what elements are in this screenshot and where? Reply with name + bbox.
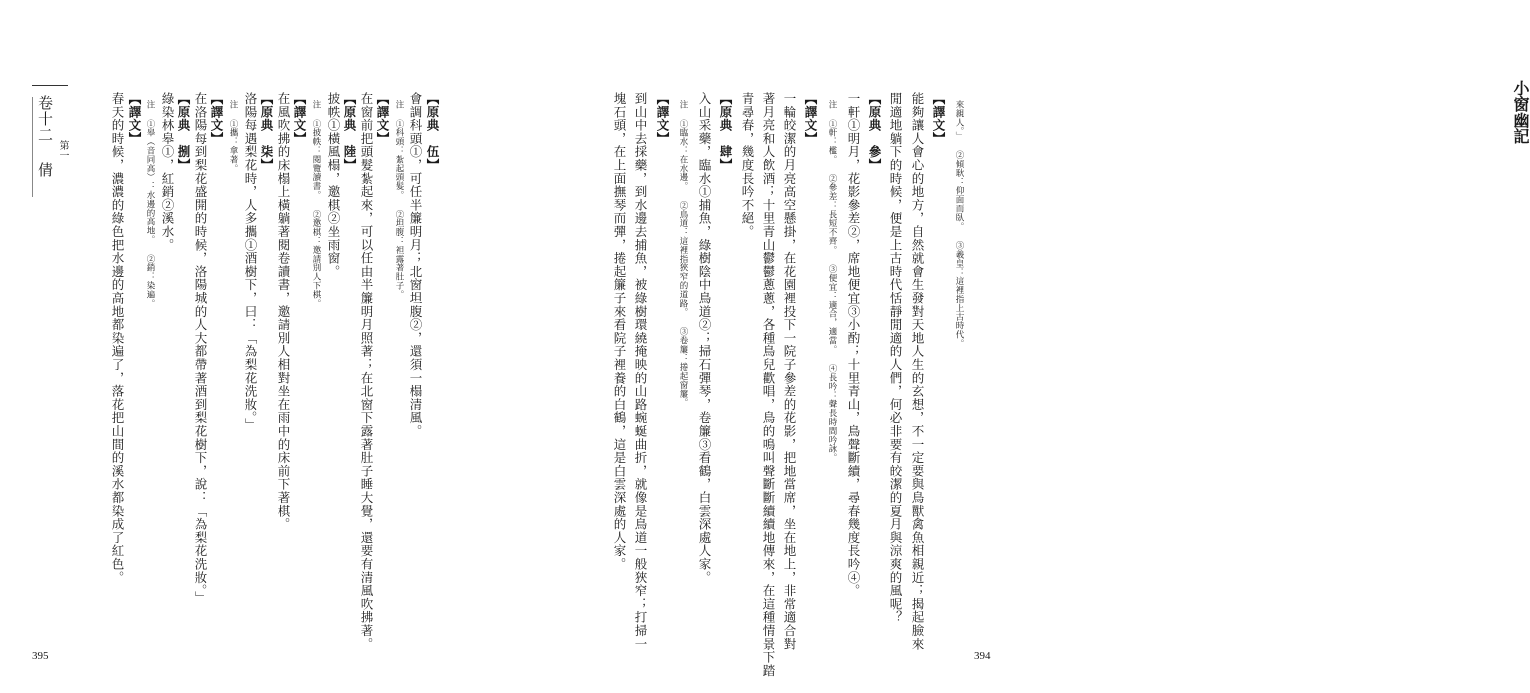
text-line: 洛陽每遇梨花時，人多攜①酒樹下，曰：「為梨花洗妝。」	[243, 92, 258, 432]
annotation-line: 注 ①軒：檻。 ②參差：長短不齊。 ③便宜：適合，適當。 ④長吟：聲長時間吟詠。	[827, 100, 837, 462]
text-line: 到山中去採藥，到水邊去捕魚，被綠樹環繞掩映的山路蜿蜒曲折，就像是鳥道一般狹窄；打掃一	[633, 92, 648, 651]
section-heading: 【譯文】	[931, 92, 946, 146]
text-line: 塊石頭，在上面撫琴而彈，捲起簾子來看院子裡養的白鶴，這是白雲深處的人家。	[612, 92, 627, 571]
text-line: 一輪皎潔的月亮高空懸掛，在花園裡投下一院子參差的花影，把地當席，坐在地上，非常適合對	[782, 92, 797, 651]
annotation-line: 注 ①披帙：閱覽讀書。 ②邀棋：邀請別人下棋。	[311, 100, 321, 308]
chapter-section: 第一	[57, 140, 68, 160]
text-line: 春天的時候，濃濃的綠色把水邊的高地都染遍了，落花把山間的溪水都染成了紅色。	[110, 92, 125, 585]
text-line: 綠染林皋①，紅銷②溪水。	[160, 92, 175, 252]
text-line: 在洛陽每到梨花盛開的時候，洛陽城的人大都帶著酒到梨花樹下，說：「為梨花洗妝。」	[193, 92, 208, 605]
book-title: 小窗幽記	[1511, 80, 1530, 144]
section-heading: 【譯文】	[292, 92, 307, 146]
text-line: 在風吹拂的床榻上橫躺著閱卷讀書，邀請別人相對坐在雨中的床前下著棋。	[276, 92, 291, 531]
annotation-line: 來親人。」 ②傾耿：仰面而臥。 ③羲皇：這裡指上古時代。	[954, 100, 964, 348]
chapter-header	[20, 85, 75, 235]
chapter-side-rule	[32, 97, 33, 197]
section-heading: 【譯文】	[655, 92, 670, 146]
left-page	[0, 0, 512, 693]
text-line: 著月亮和人飲酒；十里青山鬱鬱蔥蔥，各種鳥兒歡唱，鳥的鳴叫聲斷斷續續地傳來，在這種情景下踏	[761, 92, 776, 678]
text-line: 入山采藥，臨水①捕魚，綠樹陰中鳥道②；掃石彈琴，卷簾③看鶴，白雲深處人家。	[697, 92, 712, 585]
text-line: 會調科頭①，可任半簾明月；北窗坦腹②，還須一榻清風。	[408, 92, 423, 438]
section-heading: 【原典 伍】	[425, 92, 440, 172]
text-line: 一軒①明月，花影參差②，席地便宜③小酌；十里青山，鳥聲斷續，尋春幾度長吟④。	[846, 92, 861, 598]
section-heading: 【原典 參】	[867, 92, 882, 172]
page-number-left: 395	[32, 650, 49, 662]
section-heading: 【譯文】	[127, 92, 142, 146]
text-line: 青尋春，幾度長吟不絕。	[740, 92, 755, 239]
text-line: 能夠讓人會心的地方，自然就會生發對天地人生的玄想，不一定要與鳥獸禽魚相親近；揭起臉來	[910, 92, 925, 651]
text-line: 披帙①橫風榻，邀棋②坐雨窗。	[326, 92, 341, 279]
annotation-line: 注 ①攜：拿著。	[228, 100, 238, 173]
section-heading: 【譯文】	[803, 92, 818, 146]
page-number-right: 394	[974, 650, 991, 662]
right-page	[512, 0, 1530, 693]
section-heading: 【原典 捌】	[176, 92, 191, 172]
annotation-line: 注 ①科頭：紮起頭髮。 ②坦腹：袒露著肚子。	[394, 100, 404, 299]
section-heading: 【譯文】	[209, 92, 224, 146]
text-line: 在窗前把頭髮紮起來，可以任由半簾明月照著；在北窗下露著肚子睡大覺，還要有清風吹拂著。	[359, 92, 374, 651]
section-heading: 【原典 肆】	[718, 92, 733, 172]
annotation-line: 注 ①皋（音同高）：水邊的高地。 ②銷：染遍。	[145, 100, 155, 308]
annotation-line: 注 ①臨水：在水邊。 ②鳥道：這裡指狹窄的道路。 ③卷簾：捲起窗簾。	[678, 100, 688, 408]
section-heading: 【譯文】	[375, 92, 390, 146]
chapter-title: 卷十二 倩	[36, 95, 54, 178]
chapter-top-rule	[32, 85, 68, 86]
section-heading: 【原典 陸】	[342, 92, 357, 172]
section-heading: 【原典 柒】	[259, 92, 274, 172]
text-line: 閒適地躺下的時候，便是上古時代恬靜閒適的人們，何必非要有皎潔的夏月與涼爽的風呢？	[888, 92, 903, 624]
